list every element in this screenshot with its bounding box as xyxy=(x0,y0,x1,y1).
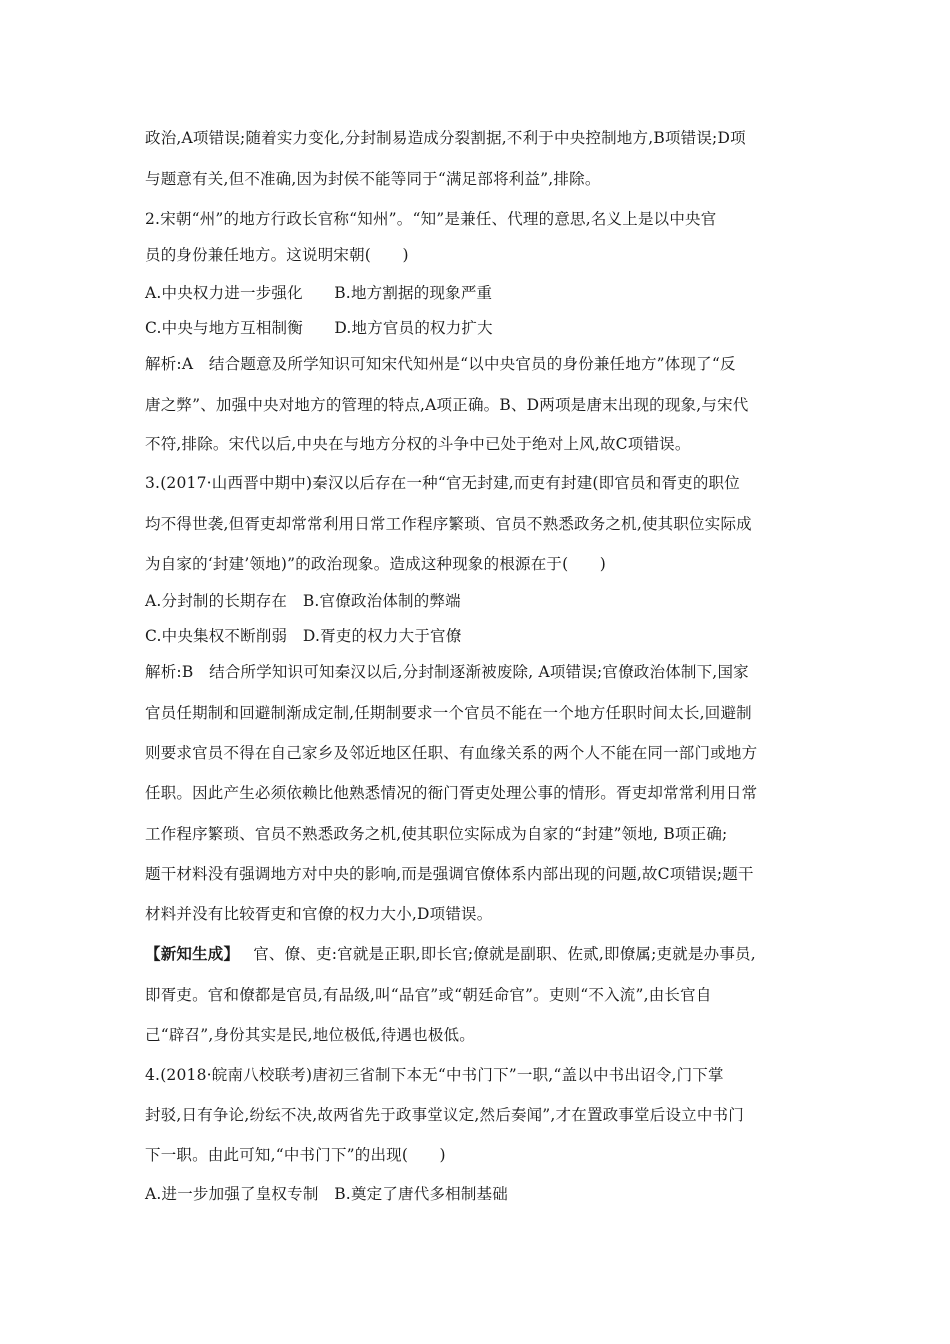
text-line: 材料并没有比较胥吏和官僚的权力大小,D项错误。 xyxy=(145,905,493,923)
text-line: 封驳,日有争论,纷纭不决,故两省先于政事堂议定,然后奏闻”,才在置政事堂后设立中书门 xyxy=(145,1106,744,1124)
new-knowledge-label: 【新知生成】 xyxy=(145,944,240,963)
new-knowledge-text: 官、僚、吏:官就是正职,即长官;僚就是副职、佐贰,即僚属;吏就是办事员, xyxy=(253,945,756,963)
options-ab: A.进一步加强了皇权专制 B.奠定了唐代多相制基础 xyxy=(145,1185,508,1203)
text-line: 下一职。由此可知,“中书门下”的出现( ) xyxy=(145,1146,446,1164)
text-line: 即胥吏。官和僚都是官员,有品级,叫“品官”或“朝廷命官”。吏则“不入流”,由长官自 xyxy=(145,986,712,1004)
analysis-line: 解析:A 结合题意及所学知识可知宋代知州是“以中央官员的身份兼任地方”体现了“反 xyxy=(145,355,736,373)
question-2-stem: 2.宋朝“州”的地方行政长官称“知州”。“知”是兼任、代理的意思,名义上是以中央官 xyxy=(145,210,717,228)
options-ab: A.中央权力进一步强化 B.地方割据的现象严重 xyxy=(145,284,493,302)
new-knowledge-line xyxy=(145,944,756,964)
text-line: 任职。因此产生必须依赖比他熟悉情况的衙门胥吏处理公事的情形。胥吏却常常利用日常 xyxy=(145,784,758,802)
text-line: 政治,A项错误;随着实力变化,分封制易造成分裂割据,不利于中央控制地方,B项错误;D项 xyxy=(145,129,746,147)
options-ab: A.分封制的长期存在 B.官僚政治体制的弊端 xyxy=(145,592,461,610)
text-line: 官员任期制和回避制渐成定制,任期制要求一个官员不能在一个地方任职时间太长,回避制 xyxy=(145,704,752,722)
text-line: 员的身份兼任地方。这说明宋朝( ) xyxy=(145,246,409,264)
text-line: 工作程序繁琐、官员不熟悉政务之机,使其职位实际成为自家的“封建”领地, B项正确; xyxy=(145,825,728,843)
options-cd: C.中央与地方互相制衡 D.地方官员的权力扩大 xyxy=(145,319,493,337)
text-line: 则要求官员不得在自己家乡及邻近地区任职、有血缘关系的两个人不能在同一部门或地方 xyxy=(145,744,758,762)
question-4-stem: 4.(2018·皖南八校联考)唐初三省制下本无“中书门下”一职,“盖以中书出诏令,门下掌 xyxy=(145,1066,724,1084)
question-3-stem: 3.(2017·山西晋中期中)秦汉以后存在一种“官无封建,而吏有封建(即官员和胥吏的职位 xyxy=(145,474,740,492)
text-line: 唐之弊”、加强中央对地方的管理的特点,A项正确。B、D两项是唐末出现的现象,与宋代 xyxy=(145,396,749,414)
text-line: 己“辟召”,身份其实是民,地位极低,待遇也极低。 xyxy=(145,1026,475,1044)
text-line: 不符,排除。宋代以后,中央在与地方分权的斗争中已处于绝对上风,故C项错误。 xyxy=(145,435,691,453)
text-line: 题干材料没有强调地方对中央的影响,而是强调官僚体系内部出现的问题,故C项错误;题干 xyxy=(145,865,754,883)
options-cd: C.中央集权不断削弱 D.胥吏的权力大于官僚 xyxy=(145,627,462,645)
text-line: 为自家的‘封建’领地)”的政治现象。造成这种现象的根源在于( ) xyxy=(145,555,607,573)
text-line: 与题意有关,但不准确,因为封侯不能等同于“满足部将利益”,排除。 xyxy=(145,170,601,188)
text-line: 均不得世袭,但胥吏却常常利用日常工作程序繁琐、官员不熟悉政务之机,使其职位实际成 xyxy=(145,515,752,533)
analysis-line: 解析:B 结合所学知识可知秦汉以后,分封制逐渐被废除, A项错误;官僚政治体制下,国家 xyxy=(145,663,749,681)
